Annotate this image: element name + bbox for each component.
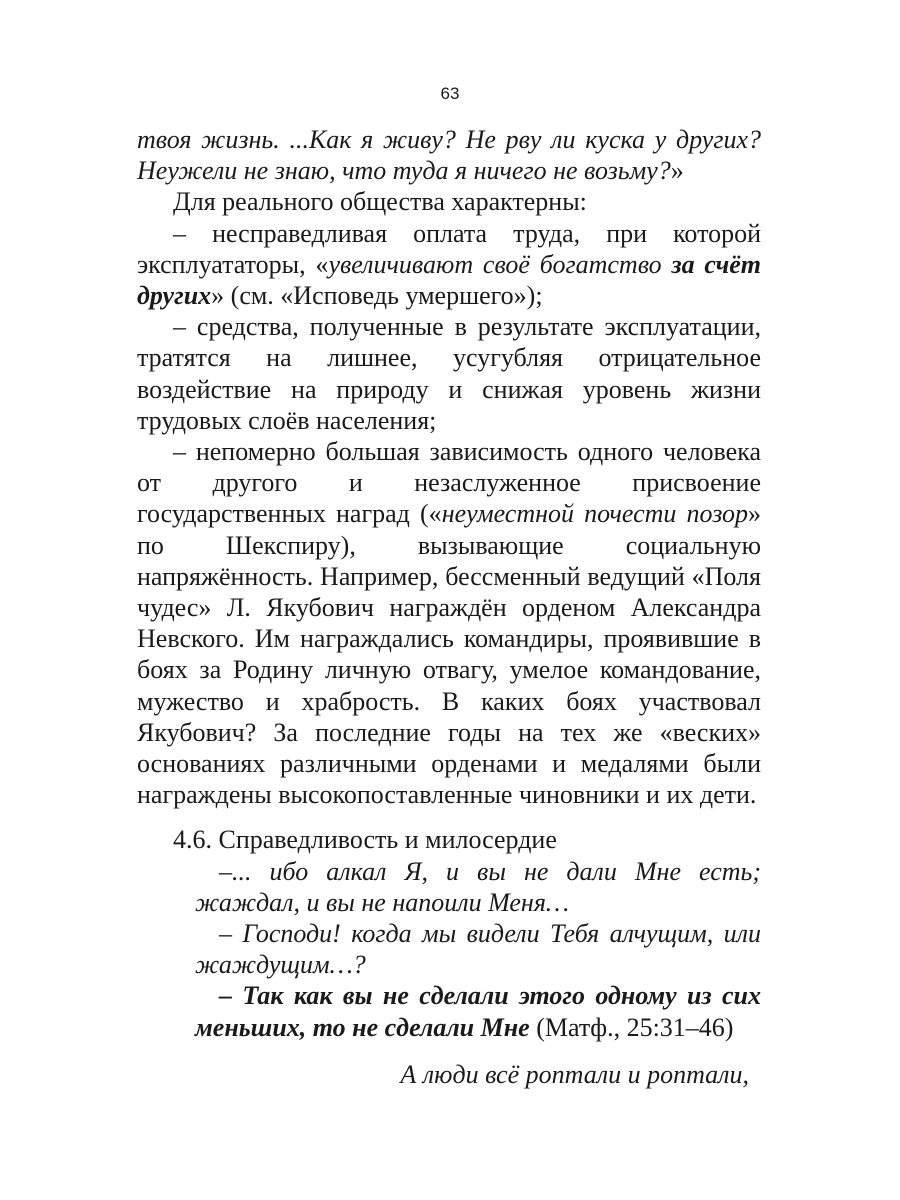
epigraph-bold-quote: Так как вы не сделали этого одному из сих меньших, то не сделали Мне	[195, 981, 761, 1042]
item1-lead: – несправедливая оплата труда, при которой эксплуататоры, «	[137, 218, 761, 279]
page-number: 63	[440, 84, 460, 103]
intro-paragraph	[137, 124, 761, 186]
intro-quote: твоя жизнь. ...Как я живу? Не рву ли куска у других? Неужели не знаю, что туда я ничего не возьму?	[137, 125, 761, 186]
closing-line: А люди всё роптали и роптали,	[400, 1059, 749, 1089]
item3-lead: – непомерно большая зависимость одного человека от другого и незаслуженное присвоение государственных наград («	[137, 437, 761, 529]
list-item-wasteful-spending: – средства, полученные в результате эксплуатации, тратятся на лишнее, усугубляя отрицательное воздействие на природу и снижая уровень жизни трудовых слоёв населения;	[137, 312, 761, 435]
item1-italic: увеличивают своё богатство	[328, 249, 672, 279]
epigraph-dash: –	[219, 981, 243, 1011]
page-body	[137, 124, 761, 1090]
item1-bold-italic: за счёт других	[137, 249, 761, 311]
list-item-dependence	[137, 436, 761, 810]
epigraph-line-3	[195, 980, 761, 1042]
item3-italic: неуместной почести позор	[441, 499, 748, 529]
society-heading-line: Для реального общества характерны:	[173, 187, 587, 217]
intro-quote-end: »	[670, 156, 684, 186]
epigraph-reference: (Матф., 25:31–46)	[529, 1012, 734, 1042]
epigraph-line-2: – Господи! когда мы видели Тебя алчущим, или жаждущим…?	[195, 919, 761, 980]
item1-tail: » (см. «Исповедь умершего»);	[211, 281, 543, 311]
list-item-unfair-pay	[137, 218, 761, 312]
section-title: 4.6. Справедливость и милосердие	[173, 825, 557, 855]
epigraph	[195, 856, 761, 1043]
item3-tail: » по Шекспиру), вызывающие социальную напряжённость. Например, бессменный ведущий «Поля чудес» Л. Якубович награждён орденом Александра Невского. Им награждались командиры, проявившие в боях за Родину личную отвагу, умелое командование, мужество и храбрость. В каких боях участвовал Якубович? За последние годы на тех же «веских» основаниях различными орденами и медалями были награждены высокопоставленные чиновники и их дети.	[137, 499, 761, 810]
epigraph-line-1: –... ибо алкал Я, и вы не дали Мне есть; жаждал, и вы не напоили Меня…	[195, 856, 761, 917]
